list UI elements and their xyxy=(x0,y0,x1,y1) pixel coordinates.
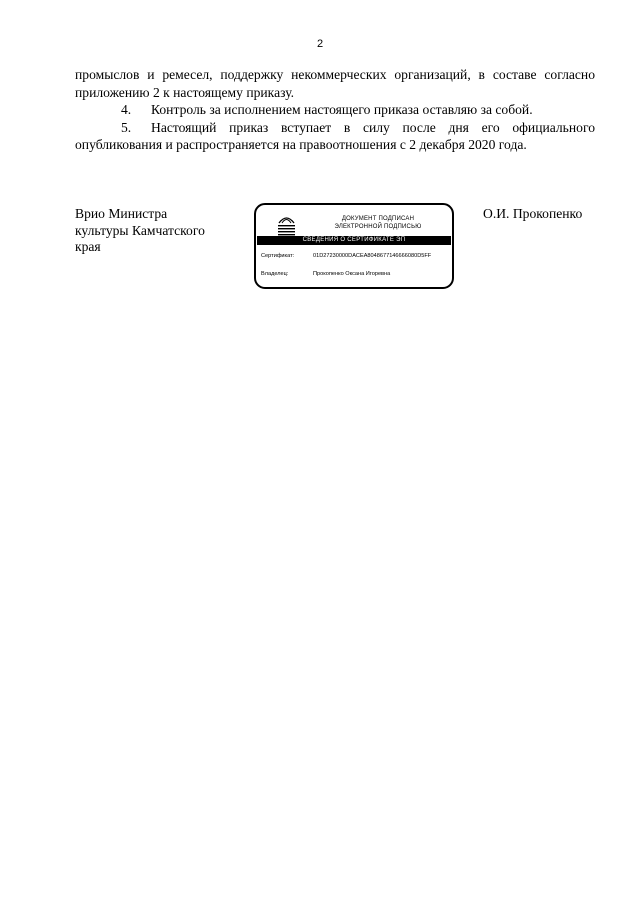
item-number: 5. xyxy=(121,119,132,135)
certificate-value: 01D27230000DACEA8048677146666080D5FF xyxy=(313,253,432,259)
item-text: Настоящий приказ вступает в силу после дня его официального опубликования и распространяется на правоотношения с 2 декабря 2020 года. xyxy=(75,119,595,152)
signer-position-line: культуры Камчатского xyxy=(75,222,205,238)
signer-name: О.И. Прокопенко xyxy=(483,206,583,221)
signer-position xyxy=(75,206,250,256)
paragraph-item-4 xyxy=(75,101,595,119)
electronic-signature-stamp xyxy=(254,203,454,289)
signer-position-line: Врио Министра xyxy=(75,206,168,221)
stamp-title-line: ЭЛЕКТРОННОЙ ПОДПИСЬЮ xyxy=(334,223,422,230)
certificate-label: Сертификат: xyxy=(261,253,295,259)
stamp-certificate-header: СВЕДЕНИЯ О СЕРТИФИКАТЕ ЭП xyxy=(257,236,451,245)
page-number: 2 xyxy=(316,38,324,50)
paragraph-item-5 xyxy=(75,119,595,154)
item-number: 4. xyxy=(121,102,132,117)
owner-label: Владелец: xyxy=(261,271,289,277)
document-body xyxy=(75,66,595,154)
stamp-title xyxy=(318,216,438,231)
paragraph-continuation: промыслов и ремесел, поддержку некоммерческих организаций, в составе согласно приложению 2 к настоящему приказу. xyxy=(75,67,595,100)
coat-of-arms-icon xyxy=(277,214,296,236)
item-text: Контроль за исполнением настоящего приказа оставляю за собой. xyxy=(151,102,533,117)
signer-position-line: края xyxy=(75,239,101,254)
owner-value: Прокопенко Оксана Игоревна xyxy=(313,271,391,277)
stamp-title-line: ДОКУМЕНТ ПОДПИСАН xyxy=(341,216,415,222)
